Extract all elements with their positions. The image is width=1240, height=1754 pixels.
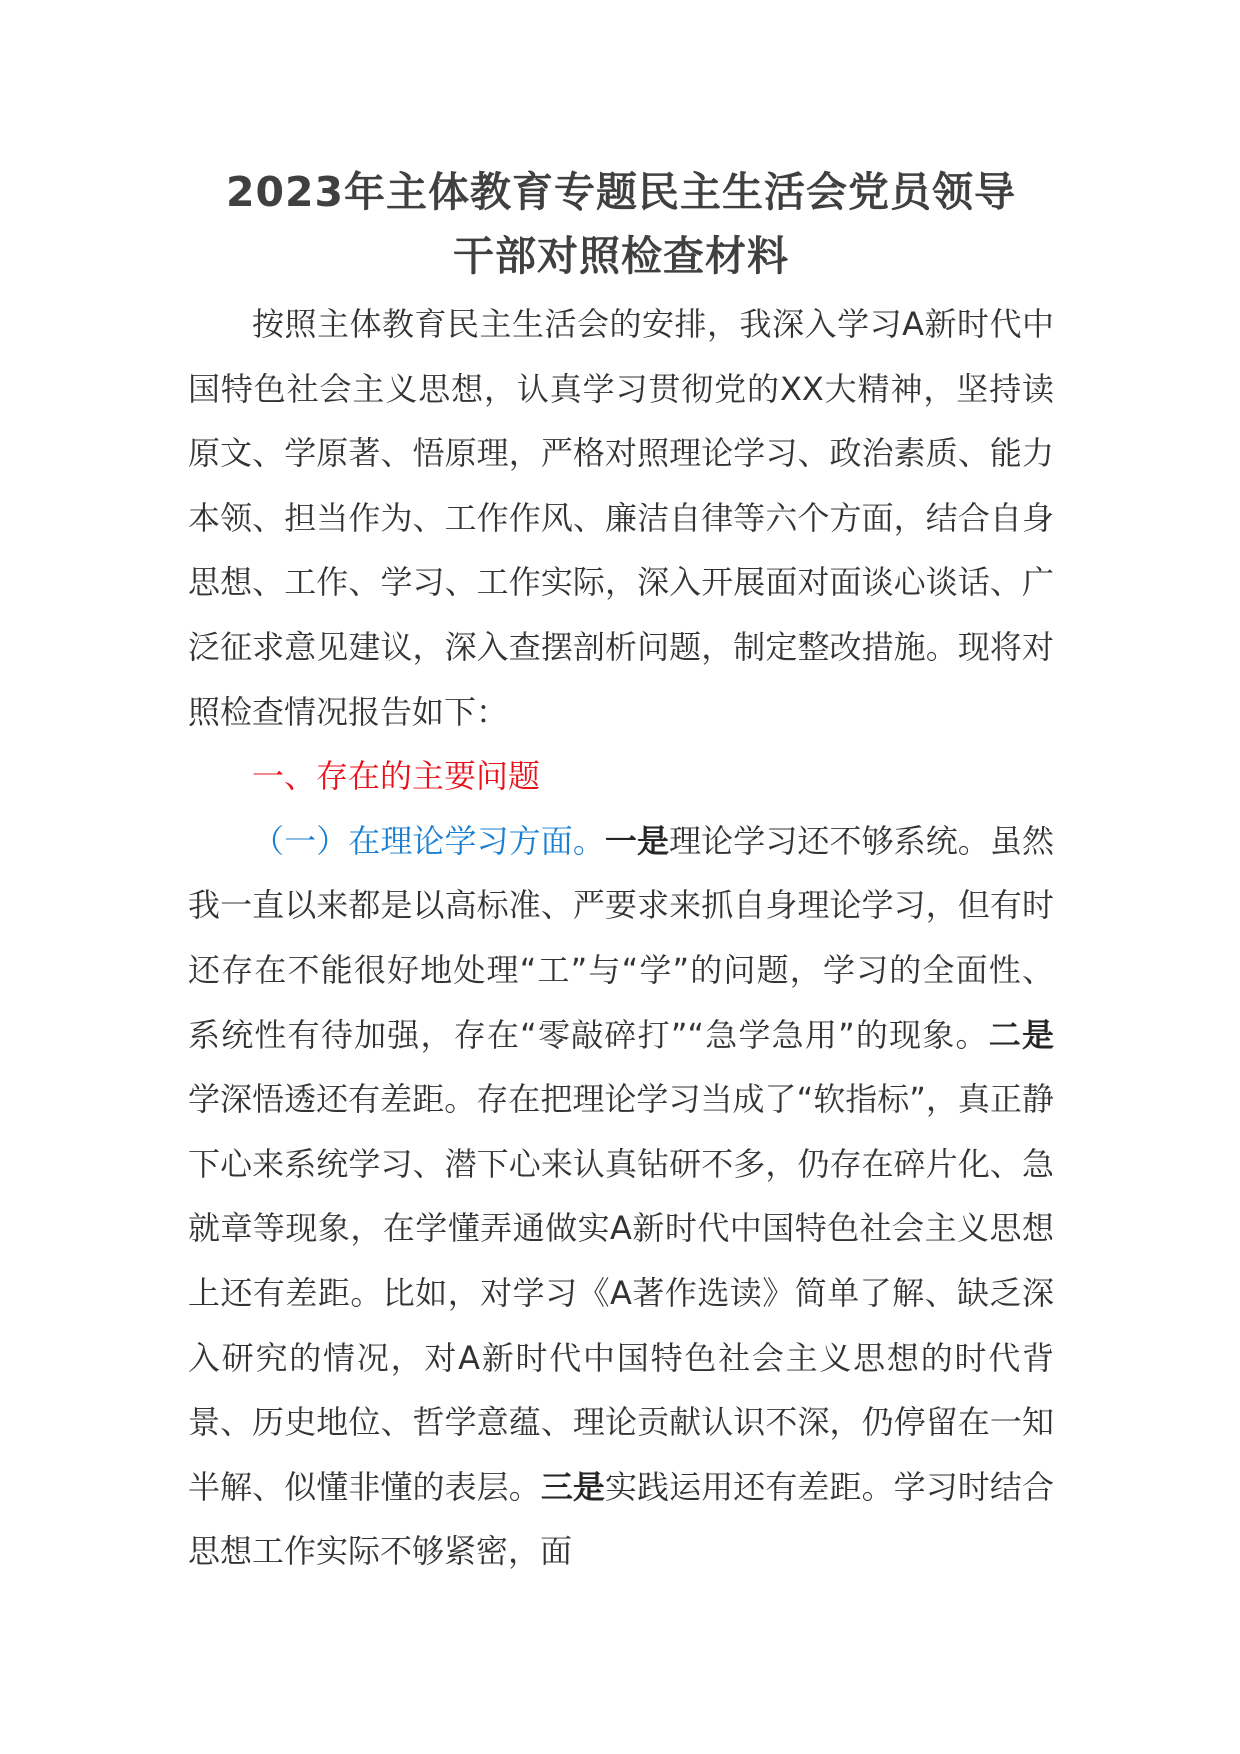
point-3-label: 三是 [540, 1467, 605, 1506]
title-line-2: 干部对照检查材料 [453, 232, 789, 280]
document-title [188, 160, 1054, 288]
point-1-text: 理论学习还不够系统。虽然我一直以来都是以高标准、严要求来抓自身理论学习，但有时还存在不能很好地处理“工”与“学”的问题，学习的全面性、系统性有待加强，存在“零敲碎打”“急学急用”的现象。 [188, 821, 1054, 1054]
section-heading-main-problems: 一、存在的主要问题 [252, 757, 541, 796]
document-body [188, 160, 1054, 1584]
title-line-1: 2023年主体教育专题民主生活会党员领导 [225, 168, 1017, 216]
subsection-heading-theory-study: （一）在理论学习方面。 [252, 821, 605, 860]
theory-study-paragraph [188, 809, 1054, 1584]
point-3-text: 实践运用还有差距。学习时结合思想工作实际不够紧密，面 [188, 1467, 1054, 1571]
intro-paragraph: 按照主体教育民主生活会的安排，我深入学习A新时代中国特色社会主义思想，认真学习贯彻党的XX大精神，坚持读原文、学原著、悟原理，严格对照理论学习、政治素质、能力本领、担当作为、工作作风、廉洁自律等六个方面，结合自身思想、工作、学习、工作实际，深入开展面对面谈心谈话、广泛征求意见建议，深入查摆剖析问题，制定整改措施。现将对照检查情况报告如下： [188, 305, 1054, 731]
point-2-text: 学深悟透还有差距。存在把理论学习当成了“软指标”，真正静下心来系统学习、潜下心来认真钻研不多，仍存在碎片化、急就章等现象，在学懂弄通做实A新时代中国特色社会主义思想上还有差距。比如，对学习《A著作选读》简单了解、缺乏深入研究的情况，对A新时代中国特色社会主义思想的时代背景、历史地位、哲学意蕴、理论贡献认识不深，仍停留在一知半解、似懂非懂的表层。 [188, 1080, 1054, 1506]
point-2-label: 二是 [988, 1015, 1054, 1054]
point-1-label: 一是 [604, 821, 670, 860]
